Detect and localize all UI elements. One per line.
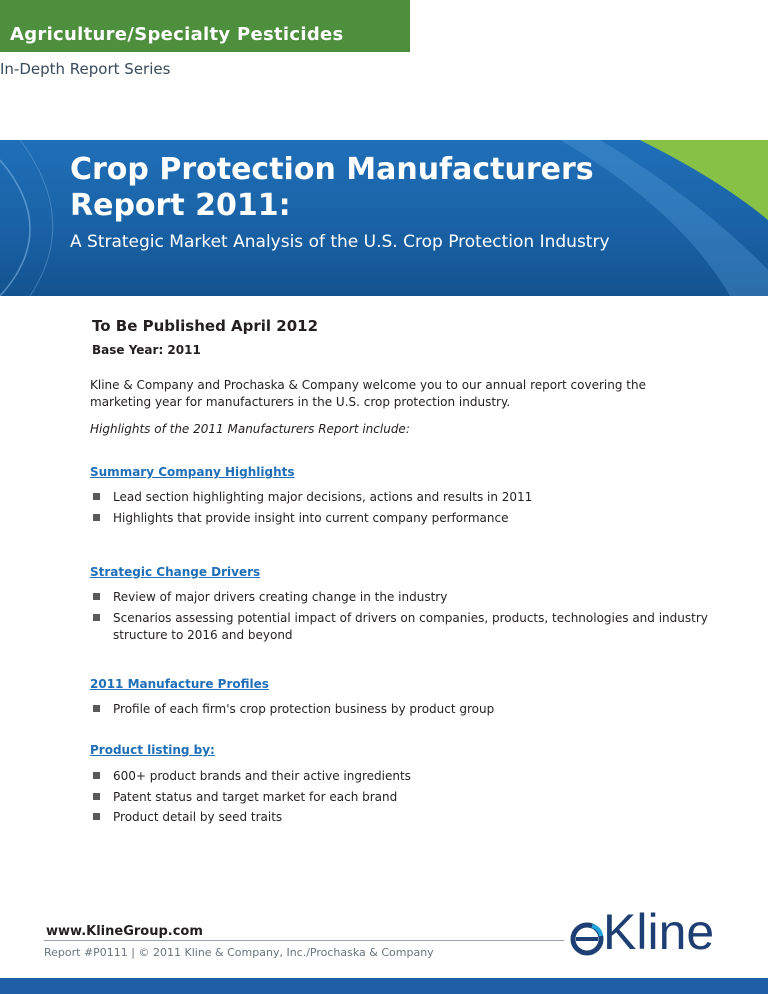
- title-line-2: Report 2011:: [70, 188, 291, 223]
- list-item-text: Product detail by seed traits: [113, 810, 283, 824]
- series-label: In-Depth Report Series: [0, 60, 171, 78]
- kline-e-swirl-icon: [570, 918, 604, 958]
- bottom-bar: [0, 978, 768, 994]
- list-item: [90, 768, 710, 785]
- bullet-list: [90, 768, 710, 830]
- title-line-1: Crop Protection Manufacturers: [70, 152, 594, 187]
- list-item: [90, 489, 710, 506]
- list-item: [90, 701, 710, 718]
- bullet-square-icon: [93, 593, 100, 600]
- bullet-list: [90, 701, 710, 722]
- list-item: [90, 510, 710, 527]
- title-banner: [0, 140, 768, 296]
- report-title: [70, 152, 594, 224]
- kline-logo-text: Kline: [603, 904, 715, 960]
- bullet-square-icon: [93, 813, 100, 820]
- report-subtitle: A Strategic Market Analysis of the U.S. Crop Protection Industry: [70, 232, 610, 252]
- category-title: Agriculture/Specialty Pesticides: [10, 24, 344, 45]
- category-band: [0, 0, 410, 52]
- list-item-text: Lead section highlighting major decisions, actions and results in 2011: [113, 490, 533, 504]
- list-item: [90, 589, 710, 606]
- section-heading: Product listing by:: [90, 743, 215, 757]
- publish-date: To Be Published April 2012: [92, 317, 319, 335]
- list-item: [90, 610, 710, 644]
- bullet-square-icon: [93, 614, 100, 621]
- bullet-list: [90, 489, 710, 530]
- bullet-list: [90, 589, 710, 647]
- section-heading: Strategic Change Drivers: [90, 565, 261, 579]
- list-item-text: Profile of each firm's crop protection business by product group: [113, 702, 495, 716]
- list-item: [90, 809, 710, 826]
- section-heading: 2011 Manufacture Profiles: [90, 677, 269, 691]
- footer-divider: [44, 940, 564, 941]
- list-item-text: Scenarios assessing potential impact of drivers on companies, products, technologies and industry structure to 2016 and beyond: [113, 610, 708, 642]
- bullet-square-icon: [93, 705, 100, 712]
- list-item-text: Review of major drivers creating change in the industry: [113, 590, 448, 604]
- bullet-square-icon: [93, 493, 100, 500]
- base-year: Base Year: 2011: [92, 343, 201, 357]
- bullet-square-icon: [93, 514, 100, 521]
- highlights-lead: Highlights of the 2011 Manufacturers Report include:: [90, 422, 410, 436]
- section-heading: Summary Company Highlights: [90, 465, 295, 479]
- bullet-square-icon: [93, 772, 100, 779]
- list-item: [90, 789, 710, 806]
- list-item-text: Patent status and target market for each brand: [113, 789, 398, 804]
- intro-paragraph: Kline & Company and Prochaska & Company welcome you to our annual report covering the marketing year for manufacturers in the U.S. crop protection industry.: [90, 378, 646, 409]
- list-item-text: Highlights that provide insight into current company performance: [113, 510, 509, 525]
- copyright-text: Report #P0111 | © 2011 Kline & Company, Inc./Prochaska & Company: [44, 946, 434, 959]
- website-link[interactable]: www.KlineGroup.com: [46, 924, 203, 939]
- list-item-text: 600+ product brands and their active ingredients: [113, 769, 411, 783]
- bullet-square-icon: [93, 793, 100, 800]
